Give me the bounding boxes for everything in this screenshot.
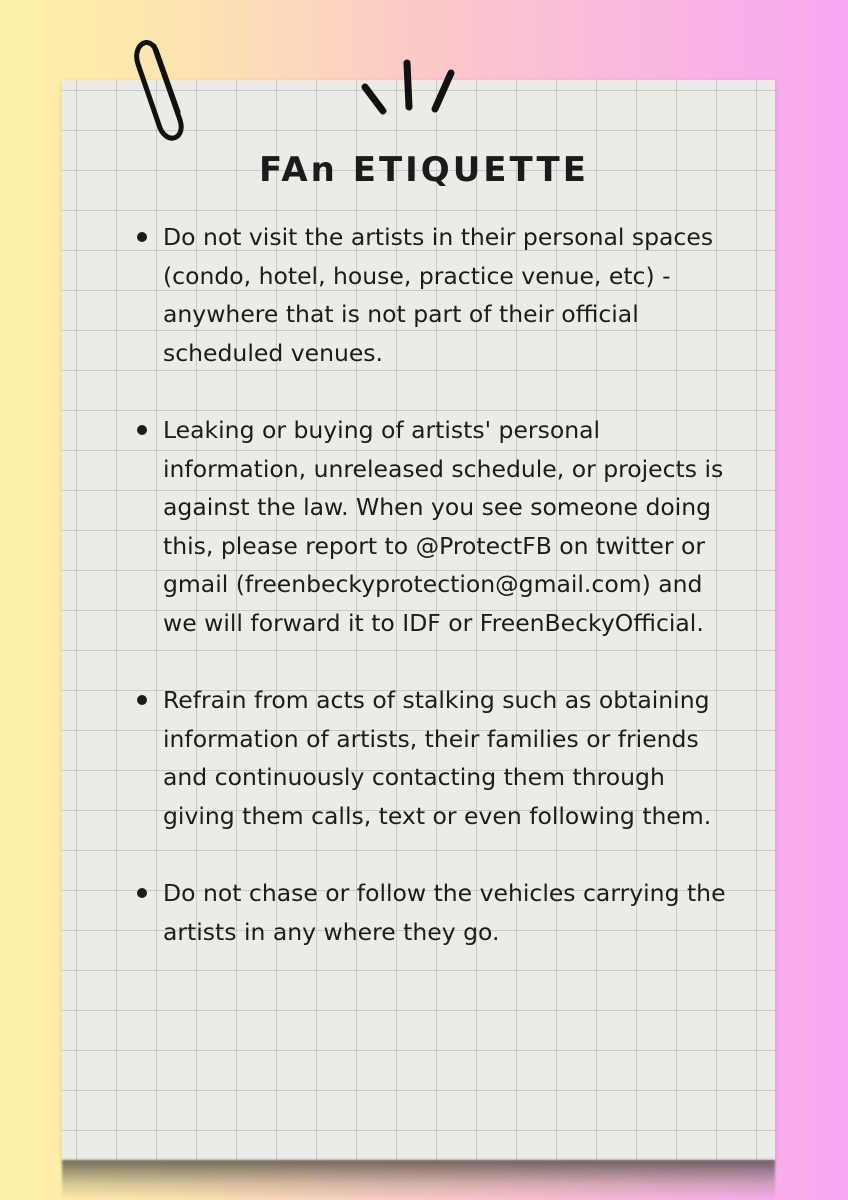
bullet-icon xyxy=(137,232,147,242)
list-item xyxy=(135,681,735,835)
bullet-icon xyxy=(137,425,147,435)
rule-text: Leaking or buying of artists' personal information, unreleased schedule, or projects is against the law. When you see someone doing this, please report to @ProtectFB on twitter or gmail (freenbeckyprotection@gmail.com) and we will forward it to IDF or FreenBeckyOfficial. xyxy=(163,416,724,637)
rule-text: Do not chase or follow the vehicles carrying the artists in any where they go. xyxy=(163,879,726,946)
paper-shadow xyxy=(62,1160,775,1200)
etiquette-list xyxy=(135,218,735,951)
page-title: FAn ETIQUETTE xyxy=(259,150,589,190)
sparkle-lines-icon xyxy=(355,55,465,125)
list-item xyxy=(135,218,735,372)
list-item xyxy=(135,411,735,642)
rule-text: Do not visit the artists in their personal spaces (condo, hotel, house, practice venue, etc) - anywhere that is not part of their official scheduled venues. xyxy=(163,223,714,367)
bullet-icon xyxy=(137,695,147,705)
list-item xyxy=(135,874,735,951)
rule-text: Refrain from acts of stalking such as obtaining information of artists, their families or friends and continuously contacting them through giving them calls, text or even following them. xyxy=(163,686,712,830)
paperclip-icon xyxy=(120,28,200,148)
bullet-icon xyxy=(137,888,147,898)
